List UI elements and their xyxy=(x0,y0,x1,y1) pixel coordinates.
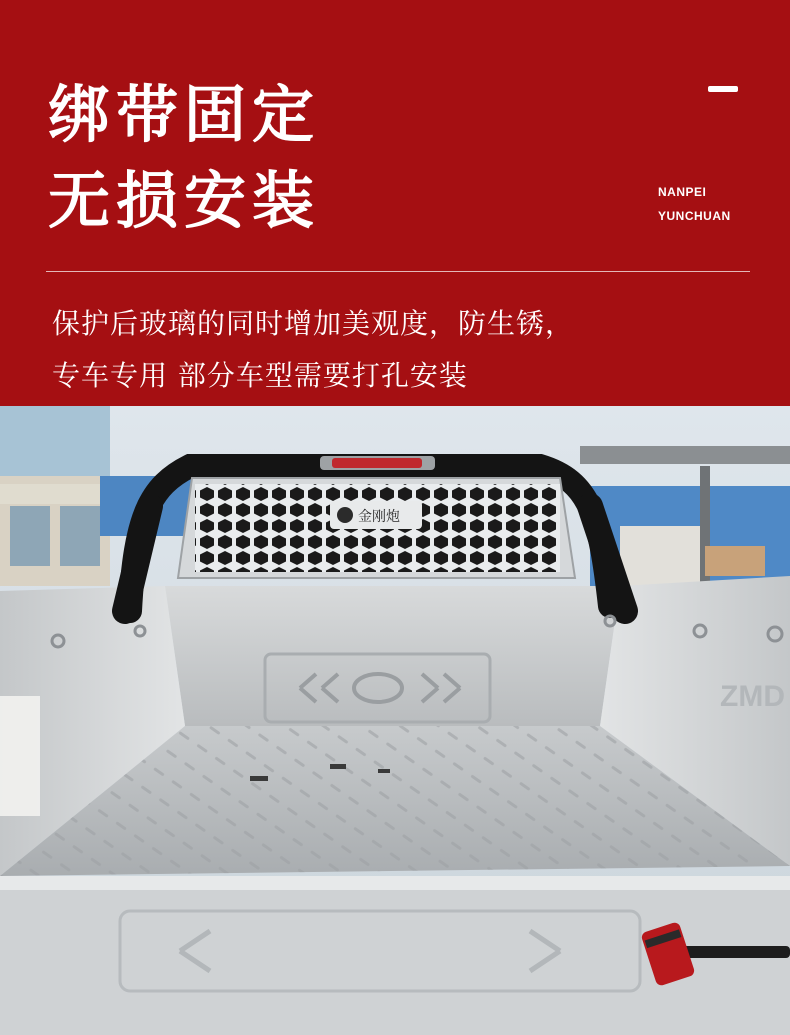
decorative-dash xyxy=(708,86,738,92)
badge-text: 金刚炮 xyxy=(358,509,400,525)
title-line-2: 无损安装 xyxy=(48,164,321,237)
description-line-1: 保护后玻璃的同时增加美观度，防生锈， xyxy=(52,307,575,340)
brand-line-2: YUNCHUAN xyxy=(658,209,731,223)
divider-line xyxy=(46,271,750,272)
description-line-2: 专车专用 部分车型需要打孔安装 xyxy=(52,359,468,392)
brand-line-1: NANPEI xyxy=(658,185,707,199)
truck-bed-photo xyxy=(0,406,790,1035)
title-line-1: 绑带固定 xyxy=(48,78,321,151)
side-mark-text: ZMD xyxy=(720,680,785,713)
header-banner xyxy=(0,0,790,406)
